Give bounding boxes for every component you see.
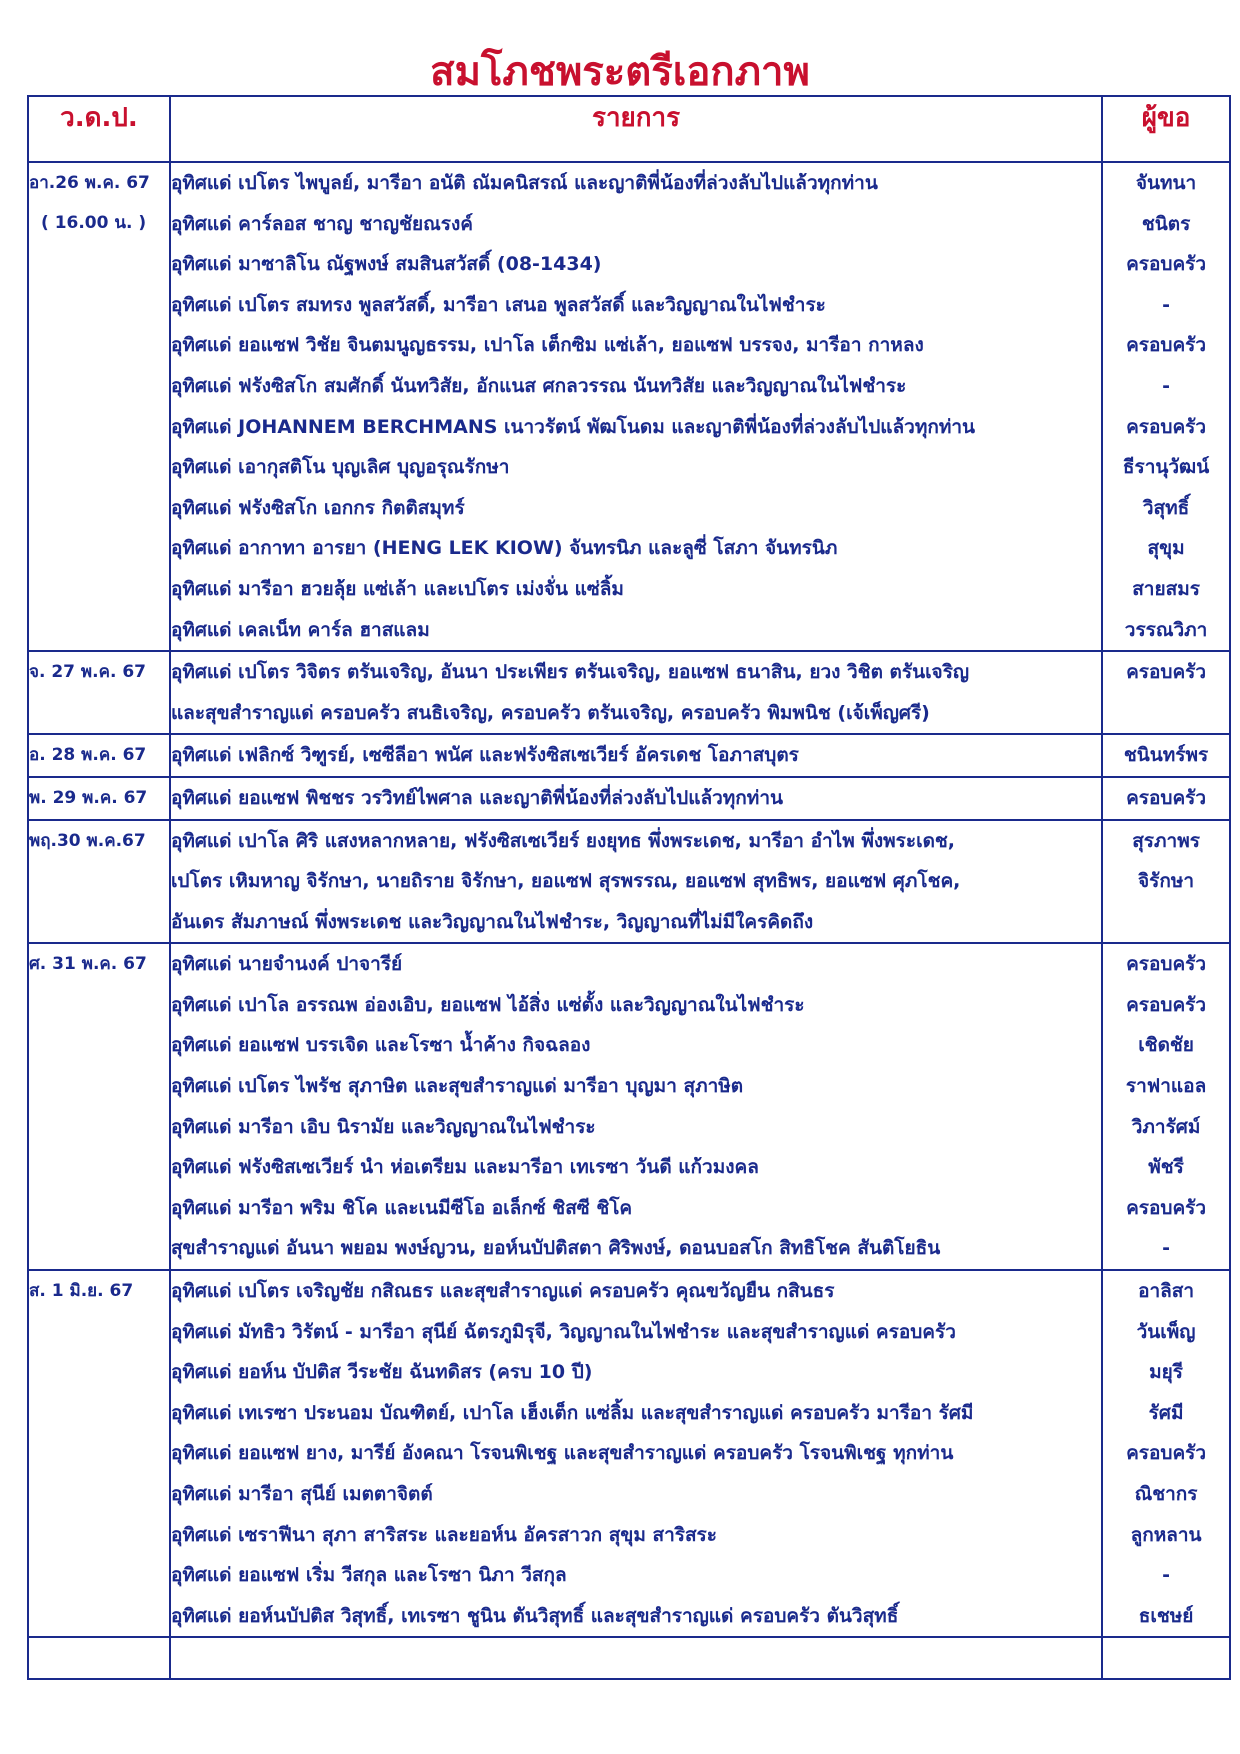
- intention-line: อุทิศแด่ เปโตร ไพรัช สุภาษิต และสุขสำราญแด่ มารีอา บุญมา สุภาษิต: [170, 1075, 744, 1098]
- date-text: จ. 27 พ.ค. 67: [29, 662, 146, 683]
- requester-name: -: [1162, 1564, 1171, 1587]
- intention-line: อุทิศแด่ ยอแซฟ ยาง, มารีย์ อังคณา โรจนพิเชฐ และสุขสำราญแด่ ครอบครัว โรจนพิเชฐ ทุกท่าน: [170, 1442, 954, 1465]
- items-cell: [170, 162, 1102, 651]
- requester-name: สายสมร: [1132, 577, 1200, 600]
- requester-name: อาลิสา: [1138, 1280, 1195, 1303]
- header-items: รายการ: [170, 96, 1102, 162]
- requester-name: ธเชษย์: [1138, 1604, 1194, 1627]
- intention-line: อุทิศแด่ ยอห์น บัปติส วีระชัย ฉันทดิสร (ครบ 10 ปี): [170, 1361, 593, 1384]
- requester-name: -: [1162, 293, 1171, 316]
- requester-cell: [1102, 777, 1230, 820]
- requester-name: ชนินทร์พร: [1123, 744, 1209, 767]
- intention-line: อุทิศแด่ JOHANNEM BERCHMANS เนาวรัตน์ พัฒโนดม และญาติพี่น้องที่ล่วงลับไปแล้วทุกท่าน: [170, 415, 976, 438]
- date-text: อ. 28 พ.ค. 67: [29, 745, 147, 766]
- intention-line: สุขสำราญแด่ อันนา พยอม พงษ์ญวน, ยอห์นบัปติสตา ศิริพงษ์, ดอนบอสโก สิทธิโชค สันติโยธิน: [170, 1237, 941, 1260]
- table-row: [28, 820, 1230, 944]
- empty-cell: [170, 1637, 1102, 1679]
- date-text: อา.26 พ.ค. 67: [29, 173, 150, 193]
- requester-name: ครอบครัว: [1126, 661, 1207, 684]
- intention-line: อุทิศแด่ เปโตร ไพบูลย์, มารีอา อนัติ ณัมคนิสรณ์ และญาติพี่น้องที่ล่วงลับไปแล้วทุกท่าน: [170, 172, 878, 194]
- intention-line: อุทิศแด่ มารีอา เอิบ นิรามัย และวิญญาณในไฟชำระ: [170, 1115, 596, 1138]
- requester-name: สุรภาพร: [1132, 829, 1200, 852]
- table-row: [28, 943, 1230, 1270]
- date-cell: [28, 162, 170, 651]
- date-text: พ. 29 พ.ค. 67: [29, 787, 148, 808]
- requester-name: ครอบครัว: [1126, 786, 1207, 809]
- requester-name: วันเพ็ญ: [1136, 1320, 1196, 1343]
- requester-name: ณิชากร: [1134, 1483, 1198, 1505]
- requester-name: ธีรานุวัฒน์: [1122, 456, 1210, 479]
- requester-name: ครอบครัว: [1126, 1442, 1207, 1465]
- intention-line: อุทิศแด่ เปโตร เจริญชัย กสิณธร และสุขสำราญแด่ ครอบครัว คุณขวัญยืน กสินธร: [170, 1280, 835, 1303]
- table-row: [28, 777, 1230, 820]
- requester-cell: [1102, 820, 1230, 944]
- intention-line: อุทิศแด่ ฟรังซิสโก สมศักดิ์ นันทวิสัย, อักแนส ศกลวรรณ นันทวิสัย และวิญญาณในไฟชำระ: [170, 374, 907, 397]
- requester-name: สุขุม: [1147, 537, 1185, 560]
- requester-name: รัศมี: [1148, 1401, 1184, 1424]
- intention-line: อุทิศแด่ อากาทา อารยา (HENG LEK KIOW) จันทรนิภ และลูซี่ โสภา จันทรนิภ: [170, 537, 838, 560]
- items-cell: [170, 820, 1102, 944]
- requester-name: ครอบครัว: [1126, 1196, 1207, 1219]
- date-text: ส. 1 มิ.ย. 67: [29, 1281, 134, 1302]
- intention-line: อุทิศแด่ เปาโล ศิริ แสงหลากหลาย, ฟรังซิสเซเวียร์ ยงยุทธ พึ่งพระเดช, มารีอา อำไพ พึ่งพระเดช,: [170, 829, 956, 852]
- requester-name: -: [1162, 374, 1171, 397]
- requester-name: ราฟาแอล: [1125, 1075, 1207, 1098]
- intention-line: เปโตร เหิมหาญ จิรักษา, นายถิราย จิรักษา, ยอแซฟ สุรพรรณ, ยอแซฟ สุทธิพร, ยอแซฟ ศุภโชค,: [170, 870, 961, 893]
- requester-name: ครอบครัว: [1126, 993, 1207, 1016]
- date-cell: [28, 820, 170, 944]
- items-cell: [170, 943, 1102, 1270]
- requester-cell: [1102, 943, 1230, 1270]
- intention-line: อุทิศแด่ เปโตร วิจิตร ตรันเจริญ, อันนา ประเพียร ตรันเจริญ, ยอแซฟ ธนาสิน, ยวง วิชิต ตรันเจริญ: [170, 661, 970, 684]
- requester-name: [1103, 693, 1229, 734]
- table-row: [28, 162, 1230, 651]
- intention-line: อุทิศแด่ เอากุสติโน บุญเลิศ บุญอรุณรักษา: [170, 456, 510, 479]
- intention-line: อุทิศแด่ มารีอา สุนีย์ เมตตาจิตต์: [170, 1483, 433, 1505]
- intention-line: อุทิศแด่ เฟลิกซ์ วิฑูรย์, เซซีลีอา พนัศ และฟรังซิสเซเวียร์ อัครเดช โอภาสบุตร: [170, 744, 799, 767]
- intention-line: อันเดร สัมภาษณ์ พึ่งพระเดช และวิญญาณในไฟชำระ, วิญญาณที่ไม่มีใครคิดถึง: [170, 910, 814, 933]
- requester-cell: [1102, 1270, 1230, 1637]
- requester-name: ครอบครัว: [1126, 334, 1207, 357]
- intention-line: อุทิศแด่ เคลเน็ท คาร์ล ฮาสแลม: [170, 618, 430, 641]
- intention-line: อุทิศแด่ นายจำนงค์ ปาจารีย์: [170, 953, 403, 976]
- table-header-row: [28, 96, 1230, 162]
- intention-line: อุทิศแด่ ยอแซฟ บรรเจิด และโรซา น้ำค้าง กิจฉลอง: [170, 1034, 591, 1057]
- intention-line: อุทิศแด่ ยอห์นบัปติส วิสุทธิ์, เทเรซา ชูนิน ตันวิสุทธิ์ และสุขสำราญแด่ ครอบครัว ตันวิสุทธิ์: [170, 1604, 899, 1627]
- empty-cell: [28, 1637, 170, 1679]
- intention-line: อุทิศแด่ มัทธิว วิรัตน์ - มารีอา สุนีย์ ฉัตรภูมิรุจี, วิญญาณในไฟชำระ และสุขสำราญแด่ ครอบครัว: [170, 1320, 956, 1343]
- date-cell: [28, 777, 170, 820]
- mass-intention-table: [27, 95, 1231, 1680]
- date-cell: [28, 734, 170, 777]
- table-row: [28, 651, 1230, 734]
- time-text: ( 16.00 น. ): [41, 213, 147, 233]
- items-cell: [170, 651, 1102, 734]
- requester-name: ครอบครัว: [1126, 253, 1207, 276]
- intention-line: อุทิศแด่ เทเรซา ประนอม บัณฑิตย์, เปาโล เฮ็งเต็ก แซ่ลิ้ม และสุขสำราญแด่ ครอบครัว มารีอา รัศมี: [170, 1401, 974, 1424]
- date-cell: [28, 651, 170, 734]
- date-text: ศ. 31 พ.ค. 67: [29, 954, 147, 975]
- date-cell: [28, 1270, 170, 1637]
- requester-cell: [1102, 162, 1230, 651]
- requester-name: ลูกหลาน: [1130, 1523, 1202, 1546]
- requester-name: จันทนา: [1135, 172, 1197, 194]
- requester-name: วิสุทธิ์: [1142, 496, 1190, 519]
- intention-line: อุทิศแด่ ฟรังซิสเซเวียร์ นำ ห่อเตรียม และมารีอา เทเรซา วันดี แก้วมงคล: [170, 1156, 759, 1179]
- table-row: [28, 734, 1230, 777]
- requester-name: ชนิตร: [1141, 212, 1191, 235]
- intention-line: อุทิศแด่ ยอแซฟ วิชัย จินตมนูญธรรม, เปาโล เต็กซิม แซ่เล้า, ยอแซฟ บรรจง, มารีอา กาหลง: [170, 334, 924, 357]
- requester-name: ครอบครัว: [1126, 953, 1207, 976]
- header-date: ว.ด.ป.: [28, 96, 170, 162]
- requester-name: ครอบครัว: [1126, 415, 1207, 438]
- requester-name: พัชรี: [1148, 1156, 1184, 1179]
- page-title: สมโภชพระตรีเอกภาพ: [430, 49, 810, 95]
- date-text: พฤ.30 พ.ค.67: [29, 830, 146, 851]
- requester-cell: [1102, 734, 1230, 777]
- intention-line: อุทิศแด่ มาซาลิโน ณัฐพงษ์ สมสินสวัสดิ์ (08-1434): [170, 253, 602, 276]
- table-row: [28, 1270, 1230, 1637]
- intention-line: และสุขสำราญแด่ ครอบครัว สนธิเจริญ, ครอบครัว ตรันเจริญ, ครอบครัว พิมพนิช (เจ้เพ็ญศรี): [170, 701, 930, 724]
- intention-line: อุทิศแด่ ยอแซฟ พิชชร วรวิทย์ไพศาล และญาติพี่น้องที่ล่วงลับไปแล้วทุกท่าน: [170, 786, 783, 809]
- intention-line: อุทิศแด่ คาร์ลอส ชาญ ชาญชัยณรงค์: [170, 212, 473, 235]
- items-cell: [170, 777, 1102, 820]
- intention-line: อุทิศแด่ เปาโล อรรณพ อ่องเอิบ, ยอแซฟ ไอ้สิ่ง แซ่ตั้ง และวิญญาณในไฟชำระ: [170, 993, 805, 1016]
- empty-row: [28, 1637, 1230, 1679]
- table-body: [28, 162, 1230, 1679]
- intention-line: อุทิศแด่ ฟรังซิสโก เอกกร กิตติสมุทร์: [170, 496, 465, 519]
- items-cell: [170, 734, 1102, 777]
- intention-line: อุทิศแด่ เซราฟีนา สุภา สาริสระ และยอห์น อัครสาวก สุขุม สาริสระ: [170, 1523, 717, 1546]
- requester-name: -: [1162, 1237, 1171, 1260]
- requester-name: เชิดชัย: [1138, 1034, 1194, 1057]
- intention-line: อุทิศแด่ มารีอา ฮวยลุ้ย แซ่เล้า และเปโตร เม่งจั่น แซ่ลิ้ม: [170, 577, 624, 600]
- intention-line: อุทิศแด่ ยอแซฟ เริ่ม วีสกุล และโรซา นิภา วีสกุล: [170, 1564, 567, 1587]
- requester-name: [1103, 902, 1229, 943]
- date-cell: [28, 943, 170, 1270]
- empty-cell: [1102, 1637, 1230, 1679]
- requester-cell: [1102, 651, 1230, 734]
- requester-name: วรรณวิภา: [1124, 618, 1208, 641]
- header-requester: ผู้ขอ: [1102, 96, 1230, 162]
- intention-line: อุทิศแด่ มารีอา พริม ชิโค และเนมีซีโอ อเล็กซ์ ชิสซี ชิโค: [170, 1196, 633, 1219]
- intention-line: อุทิศแด่ เปโตร สมทรง พูลสวัสดิ์, มารีอา เสนอ พูลสวัสดิ์ และวิญญาณในไฟชำระ: [170, 293, 826, 316]
- requester-name: วิภารัศม์: [1131, 1115, 1201, 1138]
- requester-name: มยุรี: [1149, 1361, 1183, 1384]
- items-cell: [170, 1270, 1102, 1637]
- requester-name: จิรักษา: [1138, 870, 1195, 893]
